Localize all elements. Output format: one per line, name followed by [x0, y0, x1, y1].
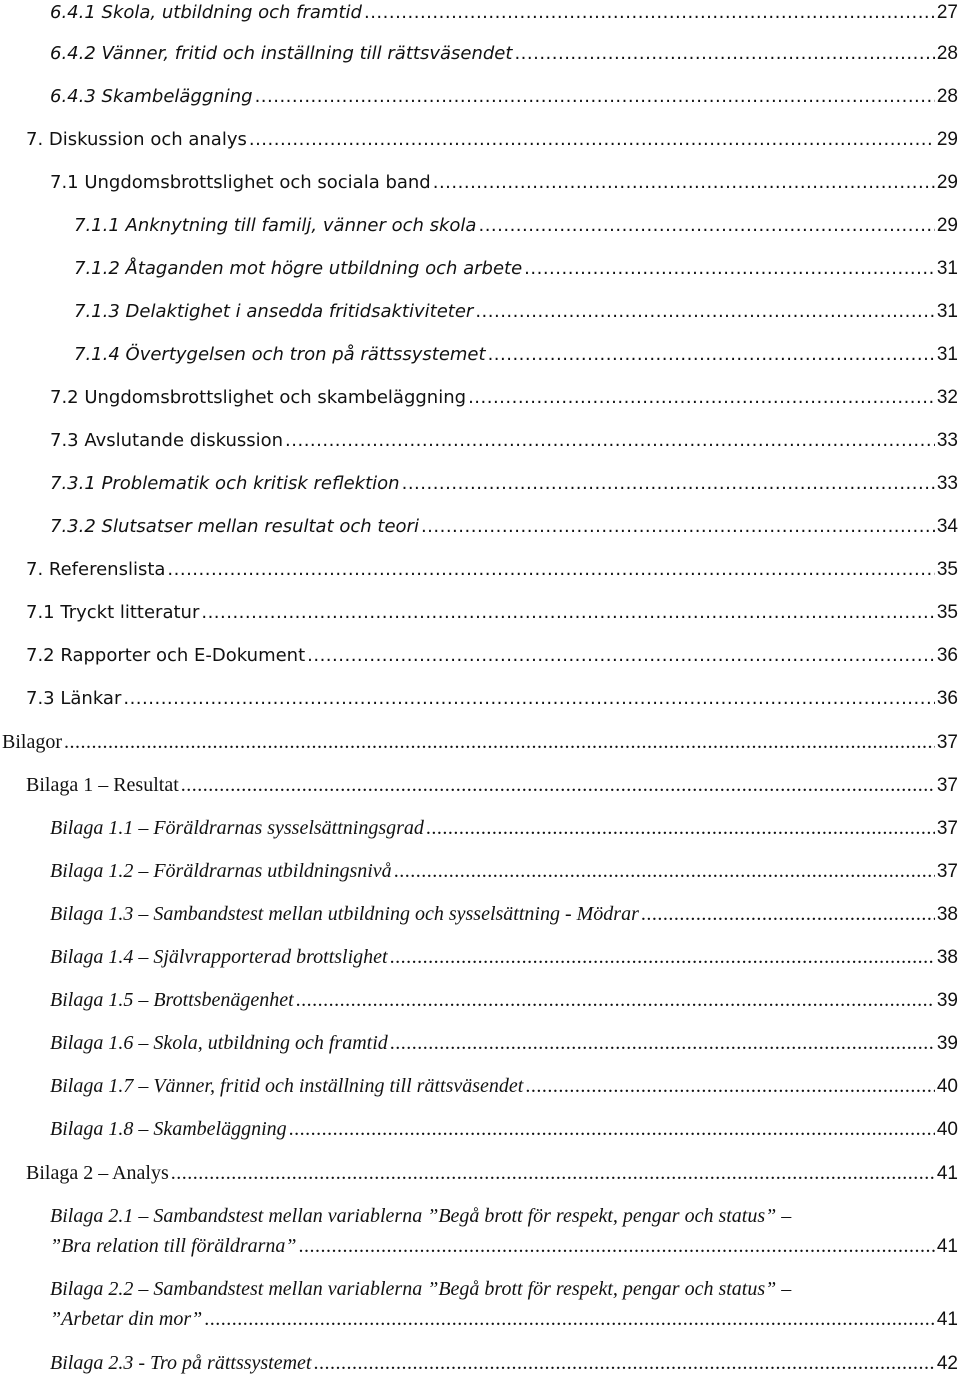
toc-entry-title: 7.1.2 Åtaganden mot högre utbildning och arbete [74, 258, 523, 279]
dot-leader [421, 514, 935, 540]
toc-entry-title: Bilaga 1.2 – Föräldrarnas utbildningsnivå [50, 860, 392, 882]
dot-leader [64, 729, 935, 755]
toc-entry-page-number: 29 [936, 215, 958, 236]
dot-leader [525, 1073, 935, 1099]
toc-entry-title: Bilaga 1.8 – Skambeläggning [50, 1118, 287, 1140]
dot-leader [181, 772, 935, 798]
dot-leader [426, 815, 935, 841]
dot-leader [524, 256, 935, 282]
toc-entry-title: 7.3 Avslutande diskussion [50, 430, 284, 451]
dot-leader [204, 1306, 935, 1332]
toc-entry-page-number: 40 [936, 1119, 958, 1140]
toc-entry[interactable] [0, 815, 960, 842]
toc-entry-title: 7.1 Ungdomsbrottslighet och sociala band [50, 172, 431, 193]
dot-leader [364, 0, 935, 26]
toc-entry[interactable] [0, 858, 960, 885]
toc-entry-title: Bilaga 2 – Analys [26, 1162, 169, 1184]
toc-entry[interactable] [0, 428, 960, 454]
toc-entry-title-continuation: ”Bra relation till föräldrarna” [50, 1235, 297, 1257]
toc-entry-page-number: 37 [936, 775, 958, 796]
toc-entry-title: 7.2 Ungdomsbrottslighet och skambeläggning [50, 387, 467, 408]
dot-leader [255, 84, 935, 110]
toc-entry-title: 7.3.2 Slutsatser mellan resultat och teori [50, 516, 419, 537]
toc-entry[interactable] [0, 84, 960, 110]
dot-leader [488, 342, 935, 368]
toc-entry[interactable] [0, 471, 960, 497]
toc-entry[interactable] [0, 0, 960, 26]
toc-entry-title: 7.1 Tryckt litteratur [26, 602, 200, 623]
toc-entry[interactable] [0, 1350, 960, 1377]
toc-entry-page-number: 29 [936, 129, 958, 150]
toc-entry-title: Bilagor [2, 731, 62, 753]
toc-entry-page-number: 31 [936, 301, 958, 322]
toc-entry-page-number: 36 [936, 688, 958, 709]
toc-entry[interactable] [0, 299, 960, 325]
toc-entry-title: Bilaga 1.3 – Sambandstest mellan utbildning och sysselsättning - Mödrar [50, 903, 639, 925]
dot-leader [478, 213, 934, 239]
dot-leader [171, 1160, 935, 1186]
toc-entry[interactable] [0, 256, 960, 282]
toc-entry-page-number: 32 [936, 387, 958, 408]
toc-entry[interactable] [0, 1030, 960, 1057]
dot-leader [313, 1350, 934, 1376]
toc-entry[interactable] [0, 342, 960, 368]
dot-leader [167, 557, 934, 583]
toc-entry[interactable] [0, 1276, 960, 1333]
toc-entry-page-number: 39 [936, 990, 958, 1011]
dot-leader [123, 686, 935, 712]
toc-entry-title: 7.1.3 Delaktighet i ansedda fritidsaktiviteter [74, 301, 474, 322]
toc-entry[interactable] [0, 127, 960, 153]
toc-entry-title: 7.1.1 Anknytning till familj, vänner och skola [74, 215, 477, 236]
toc-entry-page-number: 41 [936, 1163, 958, 1184]
toc-entry[interactable] [0, 772, 960, 799]
toc-entry-title: Bilaga 1.1 – Föräldrarnas sysselsättningsgrad [50, 817, 424, 839]
toc-entry-page-number: 40 [936, 1076, 958, 1097]
toc-entry[interactable] [0, 643, 960, 669]
toc-entry-title: 6.4.3 Skambeläggning [50, 86, 253, 107]
dot-leader [390, 944, 935, 970]
toc-entry-title: Bilaga 2.1 – Sambandstest mellan variablerna ”Begå brott för respekt, pengar och status” – [50, 1205, 792, 1227]
dot-leader [402, 471, 935, 497]
toc-entry-page-number: 28 [936, 86, 958, 107]
dot-leader [641, 901, 935, 927]
toc-entry-page-number: 33 [936, 430, 958, 451]
toc-entry-page-number: 37 [936, 861, 958, 882]
toc-entry-title: Bilaga 1.4 – Självrapporterad brottslighet [50, 946, 388, 968]
toc-entry-page-number: 37 [936, 818, 958, 839]
dot-leader [514, 41, 934, 67]
toc-entry-title: Bilaga 1.6 – Skola, utbildning och framtid [50, 1032, 388, 1054]
toc-entry[interactable] [0, 385, 960, 411]
toc-entry-page-number: 36 [936, 645, 958, 666]
toc-entry[interactable] [0, 1116, 960, 1143]
toc-entry-page-number: 41 [936, 1236, 958, 1257]
toc-entry-title: 7. Diskussion och analys [26, 129, 247, 150]
dot-leader [299, 1233, 935, 1259]
toc-entry[interactable] [0, 729, 960, 756]
toc-entry-title: Bilaga 1.5 – Brottsbenägenhet [50, 989, 294, 1011]
toc-entry[interactable] [0, 987, 960, 1014]
toc-entry-page-number: 37 [936, 732, 958, 753]
toc-entry-title: 7.3 Länkar [26, 688, 122, 709]
toc-entry[interactable] [0, 514, 960, 540]
toc-entry-title: 7.3.1 Problematik och kritisk reflektion [50, 473, 400, 494]
toc-entry-page-number: 34 [936, 516, 958, 537]
toc-entry-title-continuation: ”Arbetar din mor” [50, 1308, 203, 1330]
toc-entry[interactable] [0, 1203, 960, 1260]
dot-leader [468, 385, 935, 411]
toc-entry-page-number: 31 [936, 258, 958, 279]
toc-entry-title: 6.4.1 Skola, utbildning och framtid [50, 2, 362, 23]
toc-entry-title: Bilaga 1 – Resultat [26, 774, 179, 796]
dot-leader [296, 987, 935, 1013]
toc-entry[interactable] [0, 1073, 960, 1100]
dot-leader [201, 600, 935, 626]
toc-entry-title: 7. Referenslista [26, 559, 166, 580]
dot-leader [394, 858, 935, 884]
dot-leader [249, 127, 935, 153]
toc-entry-page-number: 35 [936, 559, 958, 580]
toc-entry-page-number: 28 [936, 43, 958, 64]
toc-entry-page-number: 38 [936, 904, 958, 925]
dot-leader [433, 170, 935, 196]
toc-entry-title: Bilaga 2.3 - Tro på rättssystemet [50, 1352, 312, 1374]
toc-entry[interactable] [0, 557, 960, 583]
toc-entry[interactable] [0, 213, 960, 239]
toc-entry[interactable] [0, 600, 960, 626]
toc-entry-page-number: 41 [936, 1309, 958, 1330]
toc-entry-title: Bilaga 1.7 – Vänner, fritid och inställning till rättsväsendet [50, 1075, 524, 1097]
toc-entry[interactable] [0, 1160, 960, 1187]
toc-entry-title: Bilaga 2.2 – Sambandstest mellan variablerna ”Begå brott för respekt, pengar och status” – [50, 1278, 792, 1300]
toc-entry-page-number: 33 [936, 473, 958, 494]
toc-entry-page-number: 29 [936, 172, 958, 193]
dot-leader [475, 299, 935, 325]
toc-entry-page-number: 38 [936, 947, 958, 968]
dot-leader [289, 1116, 935, 1142]
toc-entry[interactable] [0, 901, 960, 928]
toc-entry[interactable] [0, 686, 960, 712]
toc-entry[interactable] [0, 41, 960, 67]
dot-leader [307, 643, 935, 669]
toc-entry-page-number: 39 [936, 1033, 958, 1054]
dot-leader [285, 428, 935, 454]
toc-entry-page-number: 31 [936, 344, 958, 365]
toc-entry-page-number: 27 [936, 2, 958, 23]
toc-entry[interactable] [0, 944, 960, 971]
toc-entry-page-number: 35 [936, 602, 958, 623]
toc-entry-title: 6.4.2 Vänner, fritid och inställning till rättsväsendet [50, 43, 513, 64]
toc-entry-page-number: 42 [936, 1353, 958, 1374]
toc-entry[interactable] [0, 170, 960, 196]
toc-entry-title: 7.1.4 Övertygelsen och tron på rättssystemet [74, 344, 486, 365]
toc-entry-title: 7.2 Rapporter och E-Dokument [26, 645, 306, 666]
dot-leader [390, 1030, 935, 1056]
